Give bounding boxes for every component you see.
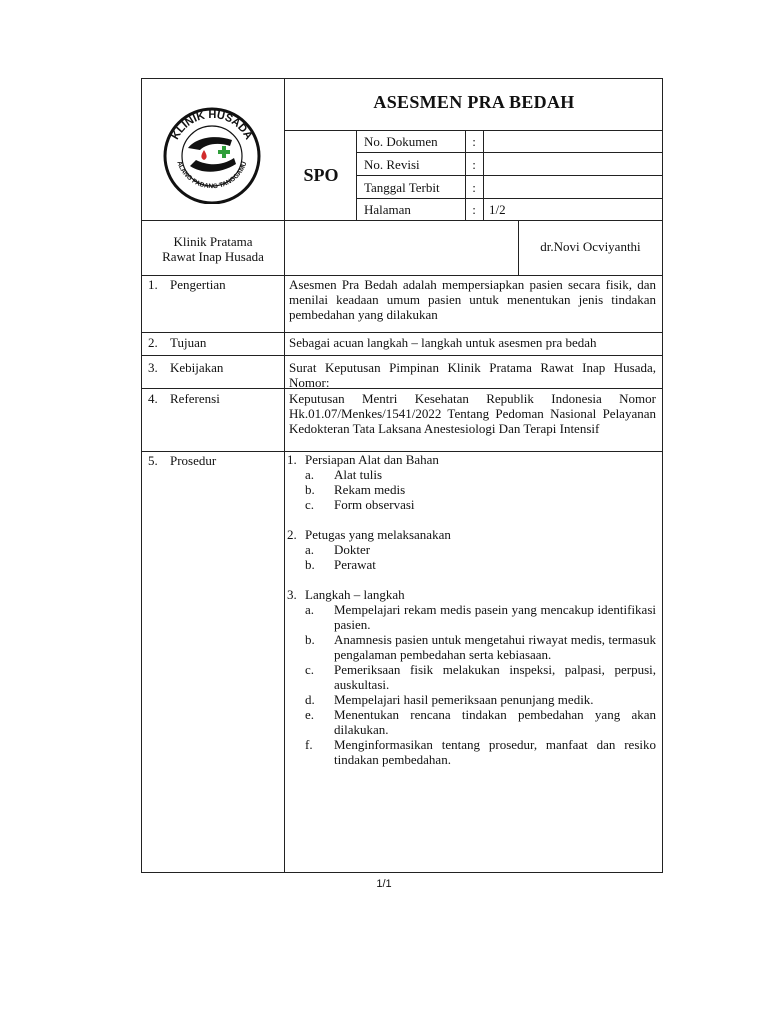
section-number: 3.	[148, 360, 158, 375]
meta-label-no-revisi: No. Revisi	[364, 157, 420, 172]
divider-meta-1	[356, 152, 663, 153]
meta-colon-halaman: :	[472, 202, 476, 217]
procedure-group-heading	[287, 527, 451, 542]
procedure-step	[305, 632, 656, 662]
section-referensi-text: Keputusan Mentri Kesehatan Republik Indonesia Nomor Hk.01.07/Menkes/1541/2022 Tentang Pedoman Nasional Pelayanan Kedokteran Tata Laksana Anestesiologi Dan Terapi Intensif	[289, 391, 656, 436]
group-title: Persiapan Alat dan Bahan	[305, 452, 439, 467]
item-marker: c.	[305, 497, 315, 512]
group-title: Langkah – langkah	[305, 587, 405, 602]
group-number: 1.	[287, 452, 297, 467]
divider-tujuan-bottom	[141, 355, 663, 356]
section-number: 5.	[148, 453, 158, 468]
clinic-name-line2: Rawat Inap Husada	[162, 249, 264, 264]
item-text: Alat tulis	[334, 467, 383, 482]
step-marker: d.	[305, 692, 315, 707]
section-kebijakan-text: Surat Keputusan Pimpinan Klinik Pratama Rawat Inap Husada, Nomor:	[289, 360, 656, 390]
meta-label-tanggal-terbit: Tanggal Terbit	[364, 180, 440, 195]
divider-pengertian-bottom	[141, 332, 663, 333]
blood-drop-icon	[201, 150, 206, 160]
section-pengertian-text: Asesmen Pra Bedah adalah mempersiapkan pasien secara fisik, dan menilai keadaan umum pasien untuk menentukan jenis tindakan pembedahan yang dilakukan	[289, 277, 656, 322]
group-number: 2.	[287, 527, 297, 542]
procedure-group-heading	[287, 452, 439, 467]
procedure-step	[305, 707, 656, 737]
clinic-logo	[160, 104, 264, 204]
item-text: Form observasi	[334, 497, 415, 512]
meta-label-halaman: Halaman	[364, 202, 411, 217]
section-title: Kebijakan	[170, 360, 224, 375]
item-text: Dokter	[334, 542, 371, 557]
item-text: Rekam medis	[334, 482, 406, 497]
procedure-steps	[305, 602, 656, 767]
procedure-step	[305, 662, 656, 692]
section-title: Referensi	[170, 391, 220, 406]
section-referensi-label	[148, 391, 280, 406]
meta-colon-no-revisi: :	[472, 157, 476, 172]
group-title: Petugas yang melaksanakan	[305, 527, 451, 542]
divider-header-bottom	[141, 220, 663, 221]
section-title: Prosedur	[170, 453, 217, 468]
clinic-name-line1: Klinik Pratama	[173, 234, 253, 249]
procedure-item	[305, 467, 382, 482]
section-number: 1.	[148, 277, 158, 292]
step-text: Mempelajari hasil pemeriksaan penunjang medik.	[334, 692, 594, 707]
divider-issuer-bottom	[141, 275, 663, 276]
signatory-name: dr.Novi Ocviyanthi	[540, 239, 641, 254]
divider-meta-3	[356, 198, 663, 199]
document-title: ASESMEN PRA BEDAH	[373, 92, 575, 112]
item-text: Perawat	[334, 557, 376, 572]
cross-icon	[218, 146, 230, 158]
step-marker: a.	[305, 602, 315, 617]
item-marker: a.	[305, 542, 315, 557]
meta-colon-no-dokumen: :	[472, 134, 476, 149]
section-title: Tujuan	[170, 335, 207, 350]
step-marker: b.	[305, 632, 315, 647]
step-marker: f.	[305, 737, 313, 752]
section-prosedur-label	[148, 453, 280, 468]
logo-text-top: KLINIK HUSADA	[169, 108, 255, 142]
procedure-item	[305, 557, 376, 572]
divider-title	[284, 130, 663, 131]
section-kebijakan-label	[148, 360, 280, 375]
group-number: 3.	[287, 587, 297, 602]
section-tujuan-label	[148, 335, 280, 350]
clinic-name	[142, 234, 284, 264]
divider-meta-2	[356, 175, 663, 176]
logo-text-bottom: ALANG PADANG TANGGAMU	[175, 160, 249, 191]
meta-value-halaman: 1/2	[489, 202, 506, 217]
procedure-step	[305, 692, 656, 707]
step-text: Menginformasikan tentang prosedur, manfaat dan resiko tindakan pembedahan.	[334, 737, 656, 767]
step-text: Pemeriksaan fisik melakukan inspeksi, palpasi, perpusi, auskultasi.	[334, 662, 656, 692]
meta-colon-tanggal-terbit: :	[472, 180, 476, 195]
step-marker: e.	[305, 707, 315, 722]
document-type: SPO	[303, 165, 339, 185]
section-number: 4.	[148, 391, 158, 406]
section-title: Pengertian	[170, 277, 226, 292]
step-marker: c.	[305, 662, 315, 677]
divider-meta-colon-left	[465, 130, 466, 220]
divider-meta-colon-right	[483, 130, 484, 220]
procedure-step	[305, 602, 656, 632]
item-marker: b.	[305, 557, 315, 572]
section-number: 2.	[148, 335, 158, 350]
item-marker: b.	[305, 482, 315, 497]
step-text: Mempelajari rekam medis pasein yang mencakup identifikasi pasien.	[334, 602, 656, 632]
step-text: Menentukan rencana tindakan pembedahan yang akan dilakukan.	[334, 707, 656, 737]
procedure-group-heading	[287, 587, 405, 602]
procedure-step	[305, 737, 656, 767]
meta-label-no-dokumen: No. Dokumen	[364, 134, 438, 149]
page-number: 1/1	[376, 878, 392, 890]
section-pengertian-label	[148, 277, 280, 292]
divider-left-column	[284, 78, 285, 873]
step-text: Anamnesis pasien untuk mengetahui riwayat medis, termasuk pengalaman pembedahan serta kebiasaan.	[334, 632, 656, 662]
procedure-item	[305, 482, 405, 497]
section-tujuan-text: Sebagai acuan langkah – langkah untuk asesmen pra bedah	[289, 335, 597, 350]
item-marker: a.	[305, 467, 315, 482]
procedure-item	[305, 497, 415, 512]
procedure-item	[305, 542, 370, 557]
